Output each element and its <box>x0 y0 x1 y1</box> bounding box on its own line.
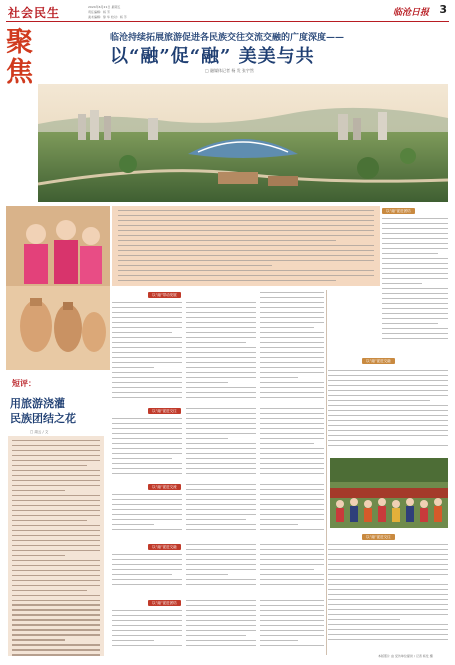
section-label: 以“融”促进团结 <box>148 600 181 606</box>
body-column-10 <box>260 484 324 538</box>
body-column-13 <box>260 544 324 594</box>
page-header <box>6 2 449 22</box>
right-column-text <box>382 218 448 348</box>
footer-note: 本版照片 由 受访单位提供 / 记者 杨发 摄 <box>378 654 433 658</box>
meta-line: 美术编辑：徐 华 校对：杨 芳 <box>88 15 127 19</box>
issue-meta <box>88 5 158 20</box>
crowd-performance-photo <box>330 458 448 528</box>
article-byline: □ 融媒体记者 杨 发 张宇然 <box>205 68 254 73</box>
body-column-4 <box>328 370 448 450</box>
review-title-line: 民族团结之花 <box>10 412 76 425</box>
body-column-3 <box>260 292 324 402</box>
section-label: 以“融”促进交往 <box>148 408 181 414</box>
meta-line: 责任编辑：杨 芳 <box>88 10 110 14</box>
section-label: 以“融”促进交融 <box>362 358 395 364</box>
intro-box <box>112 206 380 286</box>
body-column-17 <box>260 600 324 654</box>
body-column-8 <box>112 494 182 538</box>
section-label: 以“融”促进交流 <box>148 484 181 490</box>
article-subtitle: 临沧持续拓展旅游促进各民族交往交流交融的广度深度—— <box>110 33 345 43</box>
body-column-7 <box>260 408 324 478</box>
girls-with-pottery-photo <box>6 206 110 370</box>
body-column-9 <box>186 484 256 538</box>
section-label: 以“融”促进团结 <box>382 208 415 214</box>
body-column-15 <box>112 610 182 654</box>
focus-char: 聚 <box>6 27 33 58</box>
article-title: 以“融”促“融” 美美与共 <box>110 46 315 67</box>
body-column-12 <box>186 544 256 594</box>
body-column-1 <box>112 302 182 402</box>
body-column-11 <box>112 554 182 594</box>
section-label: 以“融”促进交往 <box>362 534 395 540</box>
section-label: 以“融”带动发展 <box>148 292 181 298</box>
hero-photo <box>38 84 448 202</box>
body-column-2 <box>186 302 256 402</box>
review-tag: 短评： <box>12 379 36 388</box>
aerial-town-photo <box>38 84 448 202</box>
body-column-16 <box>186 600 256 654</box>
meta-line: 2024年6月21日 星期五 <box>88 5 121 9</box>
focus-label <box>6 28 36 90</box>
review-author: □ 周云 / 文 <box>30 430 49 434</box>
focus-char: 焦 <box>6 57 33 88</box>
ethnic-girls-photo <box>6 206 110 370</box>
ethnic-gathering-photo <box>330 458 448 528</box>
column-divider <box>326 290 327 655</box>
body-column-6 <box>186 408 256 478</box>
review-body <box>8 436 104 656</box>
paper-logo: 临沧日报 <box>392 8 429 18</box>
review-title-line: 用旅游浇灌 <box>10 397 65 410</box>
body-column-14 <box>328 544 448 652</box>
page-number: 3 <box>439 3 447 16</box>
review-title <box>10 396 100 426</box>
section-label: 以“融”促进交融 <box>148 544 181 550</box>
section-name: 社会民生 <box>8 6 61 20</box>
body-column-5 <box>112 418 182 478</box>
